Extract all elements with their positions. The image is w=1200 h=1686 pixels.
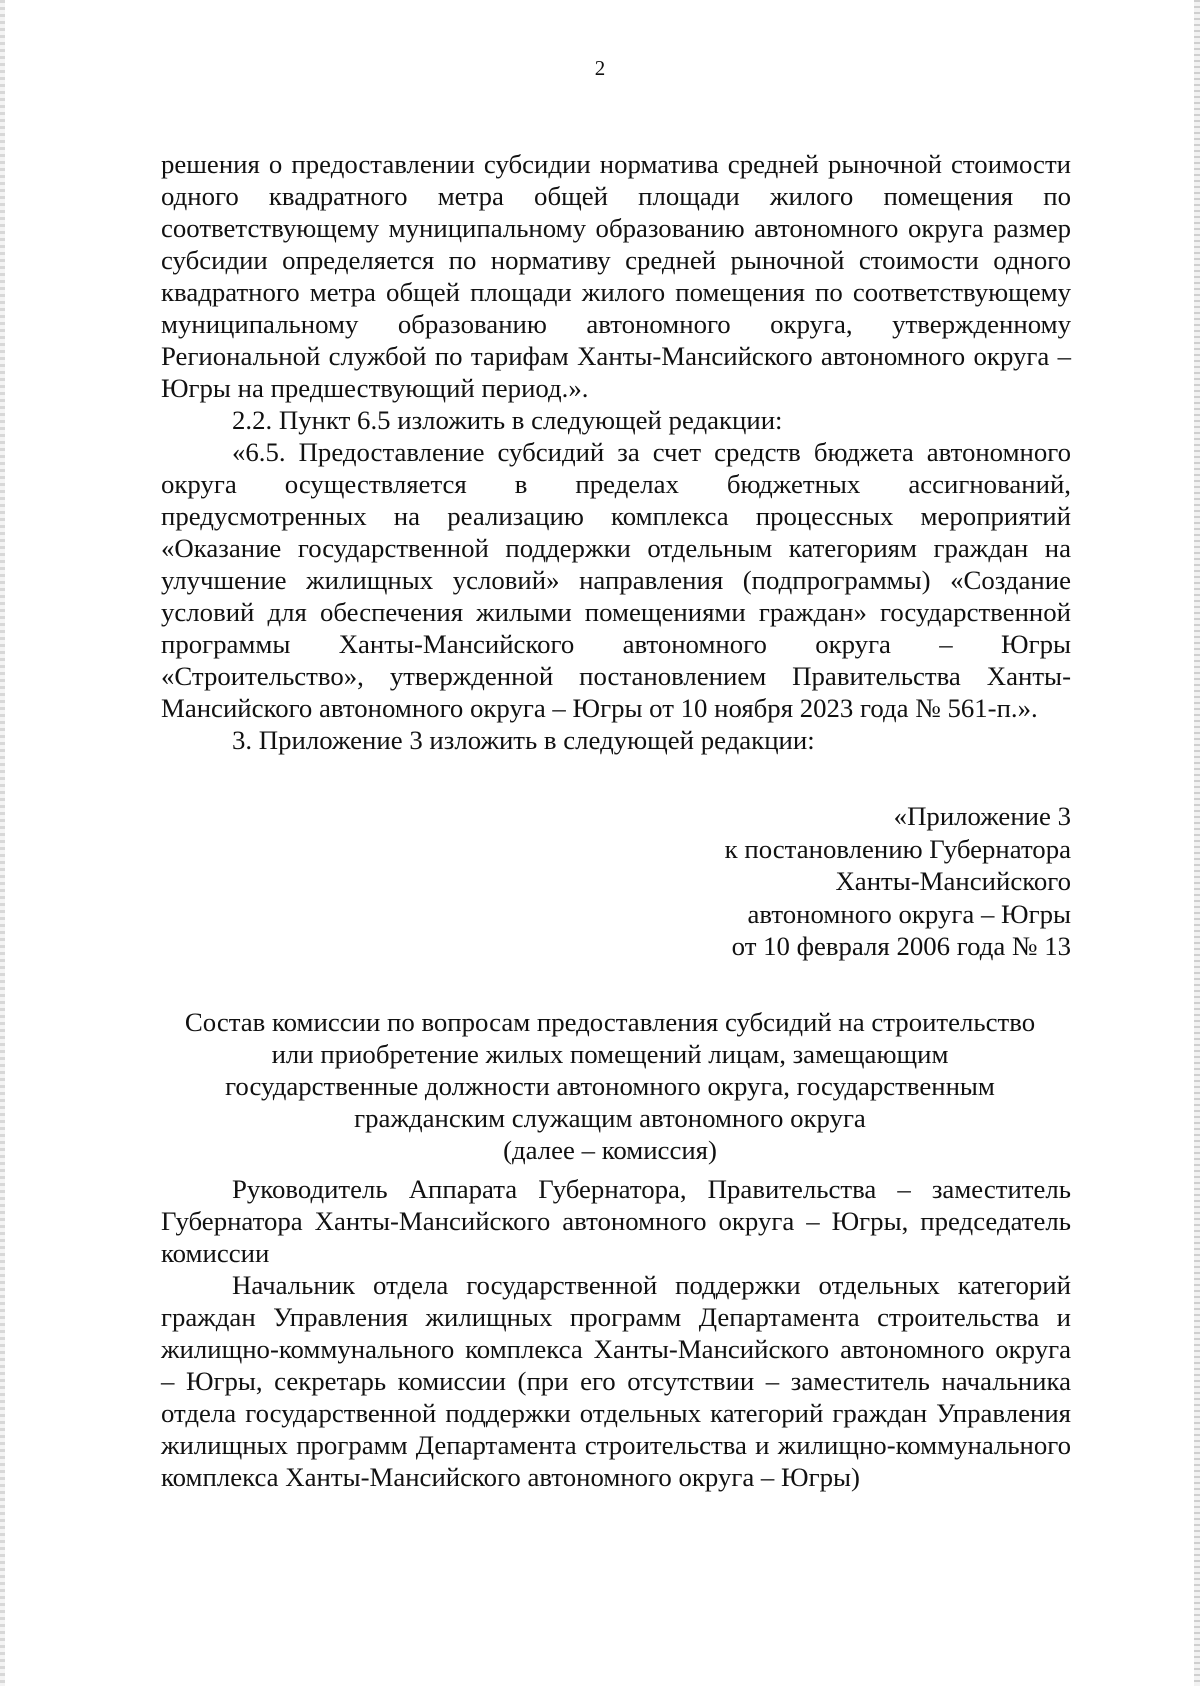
- heading-line: Состав комиссии по вопросам предоставления субсидий на строительство: [184, 1007, 1036, 1037]
- appendix-line: от 10 февраля 2006 года № 13: [731, 931, 1071, 961]
- paragraph-clause-6-5: «6.5. Предоставление субсидий за счет средств бюджета автономного округа осуществляется в пределах бюджетных ассигнований, предусмотренных на реализацию комплекса процессных мероприятий «Оказание государственной поддержки отдельным категориям граждан на улучшение жилищных условий» направления (подпрограммы) «Создание условий для обеспечения жилыми помещениями граждан» государственной программы Ханты-Мансийского автономного округа – Югры «Строительство», утвержденной постановлением Правительства Ханты-Мансийского автономного округа – Югры от 10 ноября 2023 года № 561-п.».: [161, 437, 1071, 723]
- appendix-line: к постановлению Губернатора: [724, 833, 1071, 864]
- member-chairman: Руководитель Аппарата Губернатора, Правительства – заместитель Губернатора Ханты-Мансийского автономного округа – Югры, председатель комиссии: [161, 1174, 1071, 1268]
- paragraph-clause-3: 3. Приложение 3 изложить в следующей редакции:: [232, 725, 815, 755]
- commission-members: [161, 1173, 1071, 1493]
- appendix-line: Ханты-Мансийского: [835, 866, 1071, 896]
- member-secretary: Начальник отдела государственной поддержки отдельных категорий граждан Управления жилищных программ Департамента строительства и жилищно-коммунального комплекса Ханты-Мансийского автономного округа – Югры, секретарь комиссии (при его отсутствии – заместитель начальника отдела государственной поддержки отдельных категорий граждан Управления жилищных программ Департамента строительства и жилищно-коммунального комплекса Ханты-Мансийского автономного округа – Югры): [161, 1270, 1071, 1492]
- commission-heading: [140, 1006, 1080, 1166]
- scan-edge-right: [1194, 0, 1200, 1686]
- main-text-block: [161, 148, 1071, 756]
- heading-line: государственные должности автономного округа, государственным: [225, 1071, 995, 1101]
- paragraph-clause-2-2: 2.2. Пункт 6.5 изложить в следующей редакции:: [232, 405, 783, 435]
- heading-line: гражданским служащим автономного округа: [354, 1103, 866, 1133]
- paragraph-subsidy-size: решения о предоставлении субсидии норматива средней рыночной стоимости одного квадратного метра общей площади жилого помещения по соответствующему муниципальному образованию автономного округа размер субсидии определяется по нормативу средней рыночной стоимости одного квадратного метра общей площади жилого помещения по соответствующему муниципальному образованию автономного округа, утвержденному Региональной службой по тарифам Ханты-Мансийского автономного округа – Югры на предшествующий период.».: [161, 149, 1071, 403]
- appendix-reference: [600, 800, 1071, 963]
- appendix-line: «Приложение 3: [893, 801, 1071, 831]
- scan-edge-left: [0, 0, 5, 1686]
- page-number: 2: [594, 56, 606, 80]
- appendix-line: автономного округа – Югры: [747, 898, 1071, 929]
- heading-line: или приобретение жилых помещений лицам, замещающим: [271, 1039, 949, 1069]
- heading-line: (далее – комиссия): [503, 1135, 717, 1165]
